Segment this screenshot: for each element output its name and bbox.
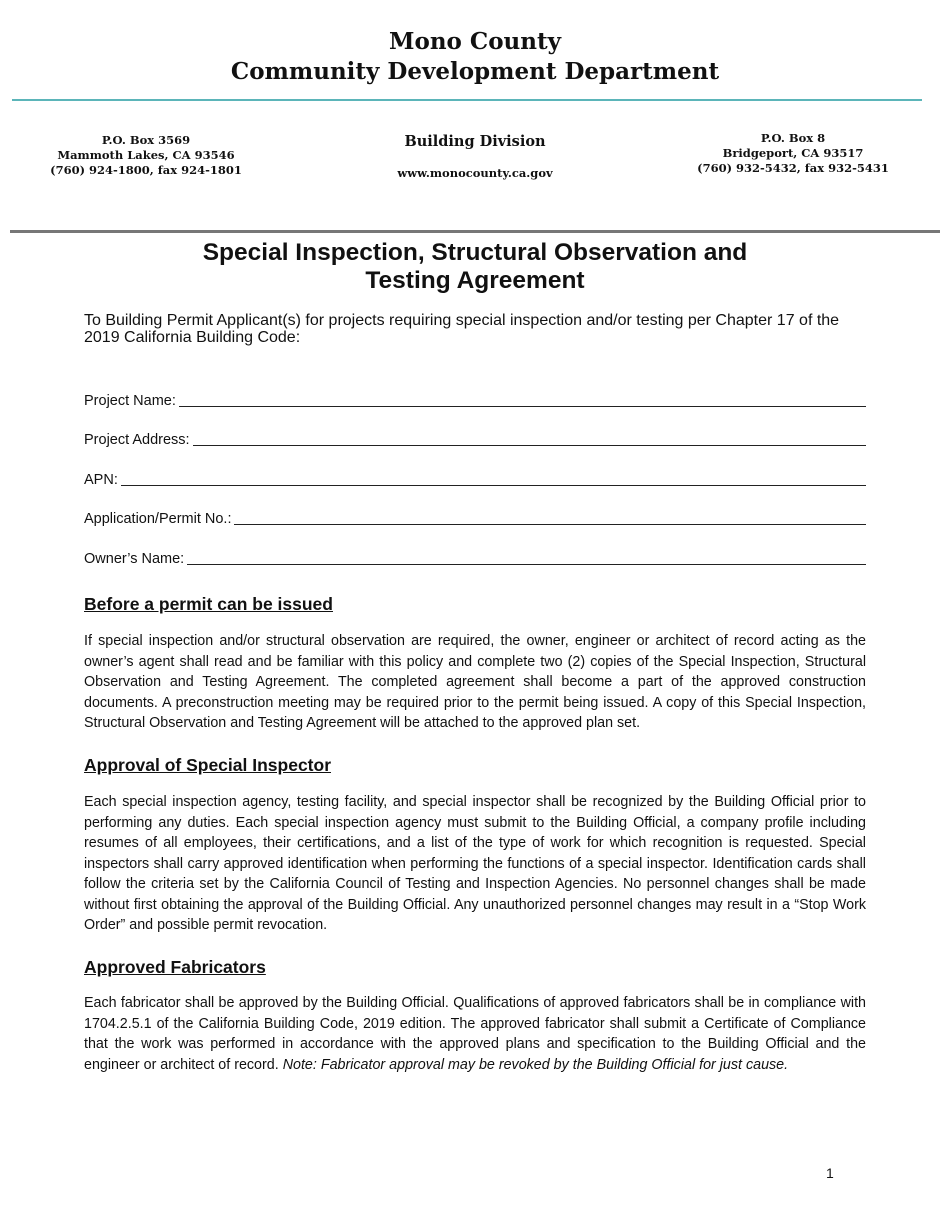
permit-number-label: Application/Permit No.: — [84, 511, 232, 527]
document-title-line1: Special Inspection, Structural Observation and — [202, 239, 748, 266]
address-line: Bridgeport, CA 93517 — [722, 146, 864, 160]
approved-fabricators-paragraph — [84, 993, 866, 1075]
project-address-label: Project Address: — [84, 432, 190, 448]
apn-field[interactable] — [84, 466, 866, 488]
fabricators-text: Each fabricator shall be approved by the Building Official. Qualifications of approved fabricators shall be in compliance with 1704.2.5.1 of the California Building Code, 2019 edition. The approved fabricator shall submit a Certificate of Compliance that the work was performed in accordance with the approved plans and specification to the Building Official and the engineer or architect of record. — [84, 995, 866, 1073]
approval-inspector-heading: Approval of Special Inspector — [84, 755, 331, 775]
project-address-input-line[interactable] — [193, 444, 866, 446]
before-permit-heading: Before a permit can be issued — [84, 594, 333, 614]
apn-input-line[interactable] — [121, 484, 866, 486]
department-name: Community Development Department — [230, 58, 720, 85]
fabricators-note: Note: Fabricator approval may be revoked by the Building Official for just cause. — [282, 1056, 789, 1073]
address-line: (760) 924-1800, fax 924-1801 — [50, 163, 242, 177]
project-name-label: Project Name: — [84, 393, 176, 409]
apn-label: APN: — [84, 472, 118, 488]
owner-name-field[interactable] — [84, 545, 866, 567]
page-number: 1 — [826, 1165, 834, 1181]
website-link[interactable]: www.monocounty.ca.gov — [397, 166, 553, 180]
document-title-line2: Testing Agreement — [365, 267, 585, 294]
approved-fabricators-heading: Approved Fabricators — [84, 957, 266, 977]
intro-paragraph: To Building Permit Applicant(s) for projects requiring special inspection and/or testing per Chapter 17 of the 2019 California Building Code: — [84, 312, 840, 346]
address-line: P.O. Box 8 — [760, 131, 826, 145]
project-name-field[interactable] — [84, 387, 866, 409]
project-name-input-line[interactable] — [179, 405, 866, 407]
address-line: P.O. Box 3569 — [101, 133, 191, 147]
project-address-field[interactable] — [84, 426, 866, 448]
approval-inspector-paragraph: Each special inspection agency, testing facility, and special inspector shall be recognized by the Building Official prior to performing any duties. Each special inspection agency must submit to the Building Official, a company profile including resumes of all employees, their certifications, and a list of the type of work for which recognition is requested. Special inspectors shall carry approved identification when performing the functions of a special inspector. Identification cards shall follow the criteria set by the California Council of Testing and Inspection Agencies. No personnel changes shall be made without first obtaining the approval of the Building Official. Any unauthorized personnel changes may result in a “Stop Work Order” and possible permit revocation. — [84, 794, 866, 933]
mammoth-office-address — [36, 133, 256, 178]
permit-number-field[interactable] — [84, 505, 866, 527]
permit-number-input-line[interactable] — [234, 523, 866, 525]
owner-name-label: Owner’s Name: — [84, 551, 185, 567]
before-permit-paragraph: If special inspection and/or structural observation are required, the owner, engineer or architect of record acting as the owner’s agent shall read and be familiar with this policy and complete two (2) copies of the Special Inspection, Structural Observation and Testing Agreement. The completed agreement shall become a part of the approved construction documents. A preconstruction meeting may be required prior to the permit being issued. A copy of this Special Inspection, Structural Observation and Testing Agreement will be attached to the approved plan set. — [84, 633, 866, 731]
header-divider — [12, 99, 922, 101]
section-divider — [10, 230, 940, 233]
bridgeport-office-address — [682, 131, 904, 176]
owner-name-input-line[interactable] — [187, 563, 866, 565]
org-name: Mono County — [389, 28, 561, 55]
building-division-label: Building Division — [404, 133, 546, 150]
address-line: (760) 932-5432, fax 932-5431 — [697, 161, 889, 175]
address-line: Mammoth Lakes, CA 93546 — [57, 148, 235, 162]
